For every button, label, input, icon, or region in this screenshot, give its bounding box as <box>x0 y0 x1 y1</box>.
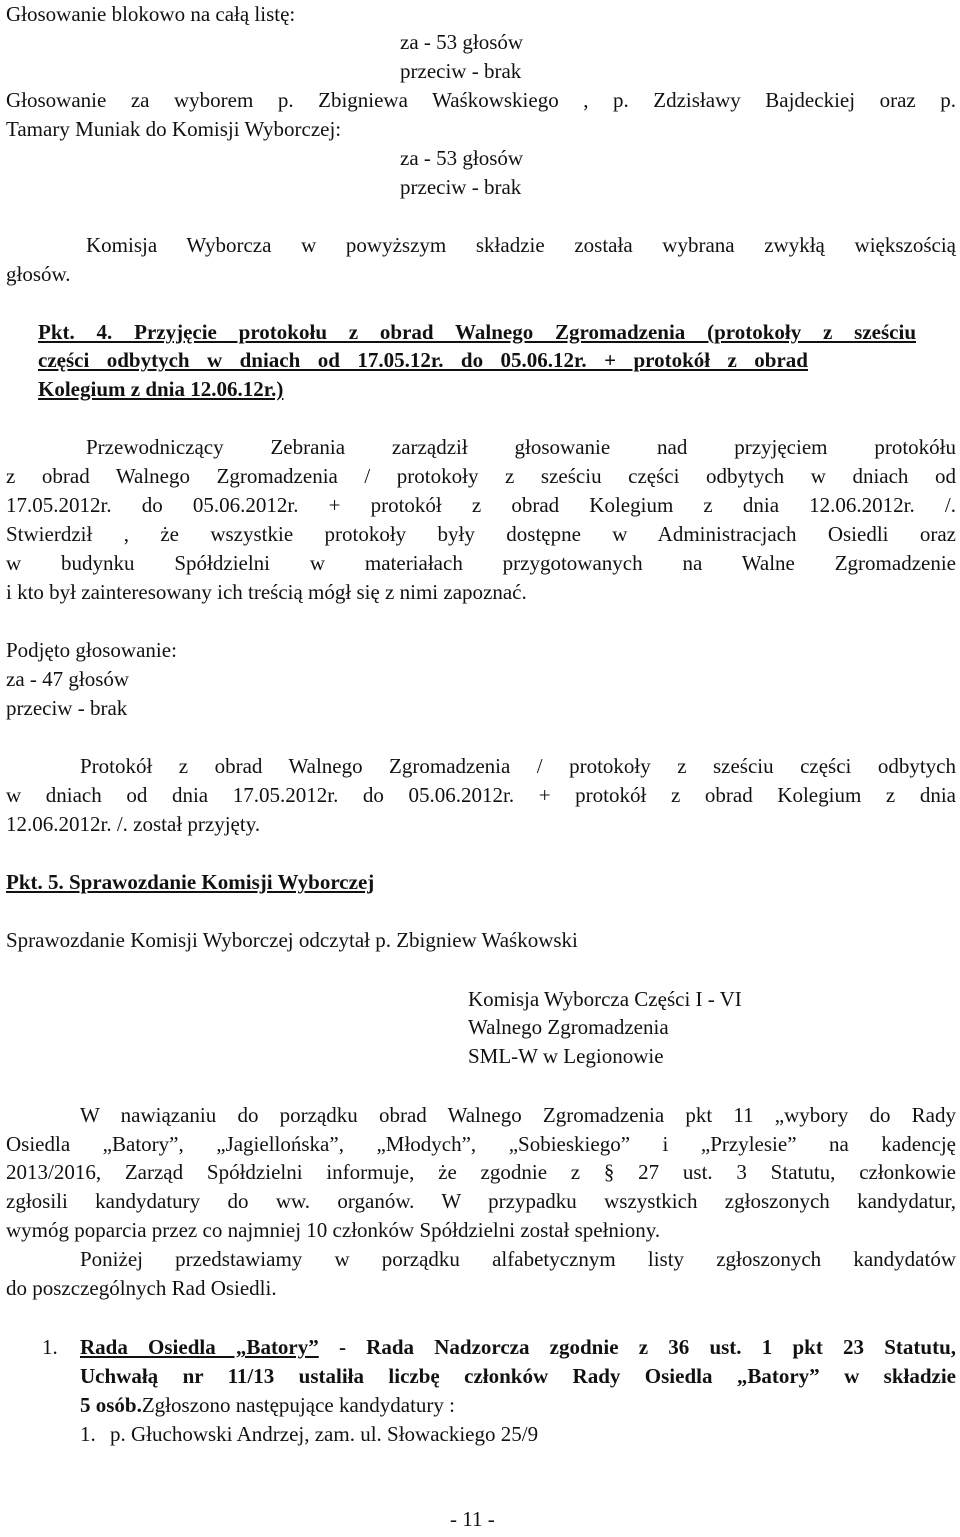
vote-heading: Podjęto głosowanie: <box>6 638 177 662</box>
list-number: 1. <box>42 1335 58 1359</box>
paragraph-line: Protokół z obrad Walnego Zgromadzenia / protokoły z sześciu części odbytych <box>80 754 956 778</box>
candidate-number: 1. <box>80 1422 96 1446</box>
section-heading: Pkt. 4. Przyjęcie protokołu z obrad Walnego Zgromadzenia (protokoły z sześciu <box>38 320 916 344</box>
paragraph-line: Przewodniczący Zebrania zarządził głosowanie nad przyjęciem protokółu <box>86 435 956 459</box>
paragraph-line: w budynku Spółdzielni w materiałach przygotowanych na Walne Zgromadzenie <box>6 551 956 575</box>
paragraph-line: 17.05.2012r. do 05.06.2012r. + protokół z obrad Kolegium z dnia 12.06.2012r. /. <box>6 493 956 517</box>
paragraph-line: 12.06.2012r. /. został przyjęty. <box>6 812 261 836</box>
section-heading: Kolegium z dnia 12.06.12r.) <box>38 377 284 401</box>
paragraph-line: Sprawozdanie Komisji Wyborczej odczytał p. Zbigniew Waśkowski <box>6 928 578 952</box>
vote-against: przeciw - brak <box>400 59 522 83</box>
list-item-line: Uchwałą nr 11/13 ustaliła liczbę członków Rady Osiedla „Batory” w składzie <box>80 1364 956 1388</box>
address-line: Komisja Wyborcza Części I - VI <box>468 987 742 1011</box>
paragraph-line: wymóg poparcia przez co najmniej 10 członków Spółdzielni został spełniony. <box>6 1218 661 1242</box>
vote-for: za - 53 głosów <box>400 30 524 54</box>
list-item-line: Rada Osiedla „Batory” - Rada Nadzorcza zgodnie z 36 ust. 1 pkt 23 Statutu, <box>80 1335 956 1359</box>
address-line: Walnego Zgromadzenia <box>468 1015 669 1039</box>
section-heading: Pkt. 5. Sprawozdanie Komisji Wyborczej <box>6 870 375 894</box>
list-item-line: 5 osób.Zgłoszono następujące kandydatury : <box>80 1393 456 1417</box>
paragraph-line: zgłosili kandydatury do ww. organów. W przypadku wszystkich zgłoszonych kandydatur, <box>6 1189 956 1213</box>
paragraph-line: i kto był zainteresowany ich treścią mógł się z nimi zapoznać. <box>6 580 527 604</box>
paragraph-line: głosów. <box>6 262 71 286</box>
paragraph-line: z obrad Walnego Zgromadzenia / protokoły z sześciu części odbytych w dniach od <box>6 464 956 488</box>
paragraph-line: 2013/2016, Zarząd Spółdzielni informuje, że zgodnie z § 27 ust. 3 Statutu, członkowie <box>6 1160 956 1184</box>
paragraph-line: Głosowanie blokowo na całą listę: <box>6 2 296 26</box>
vote-against: przeciw - brak <box>6 696 128 720</box>
paragraph-line: Tamary Muniak do Komisji Wyborczej: <box>6 117 342 141</box>
address-line: SML-W w Legionowie <box>468 1044 664 1068</box>
paragraph-line: W nawiązaniu do porządku obrad Walnego Zgromadzenia pkt 11 „wybory do Rady <box>80 1103 956 1127</box>
candidate-item: p. Głuchowski Andrzej, zam. ul. Słowackiego 25/9 <box>110 1422 539 1446</box>
paragraph-line: Osiedla „Batory”, „Jagiellońska”, „Młodych”, „Sobieskiego” i „Przylesie” na kadencję <box>6 1132 956 1156</box>
paragraph-line: do poszczególnych Rad Osiedli. <box>6 1276 277 1300</box>
paragraph-line: Poniżej przedstawiamy w porządku alfabetycznym listy zgłoszonych kandydatów <box>80 1247 956 1271</box>
paragraph-line: Komisja Wyborcza w powyższym składzie została wybrana zwykłą większością <box>86 233 956 257</box>
paragraph-line: w dniach od dnia 17.05.2012r. do 05.06.2012r. + protokół z obrad Kolegium z dnia <box>6 783 956 807</box>
vote-for: za - 47 głosów <box>6 667 130 691</box>
page-number: - 11 - <box>450 1507 495 1531</box>
paragraph-line: Głosowanie za wyborem p. Zbigniewa Waśkowskiego , p. Zdzisławy Bajdeckiej oraz p. <box>6 88 956 112</box>
paragraph-line: Stwierdził , że wszystkie protokoły były dostępne w Administracjach Osiedli oraz <box>6 522 956 546</box>
vote-for: za - 53 głosów <box>400 146 524 170</box>
section-heading: części odbytych w dniach od 17.05.12r. do 05.06.12r. + protokół z obrad <box>38 348 808 372</box>
vote-against: przeciw - brak <box>400 175 522 199</box>
